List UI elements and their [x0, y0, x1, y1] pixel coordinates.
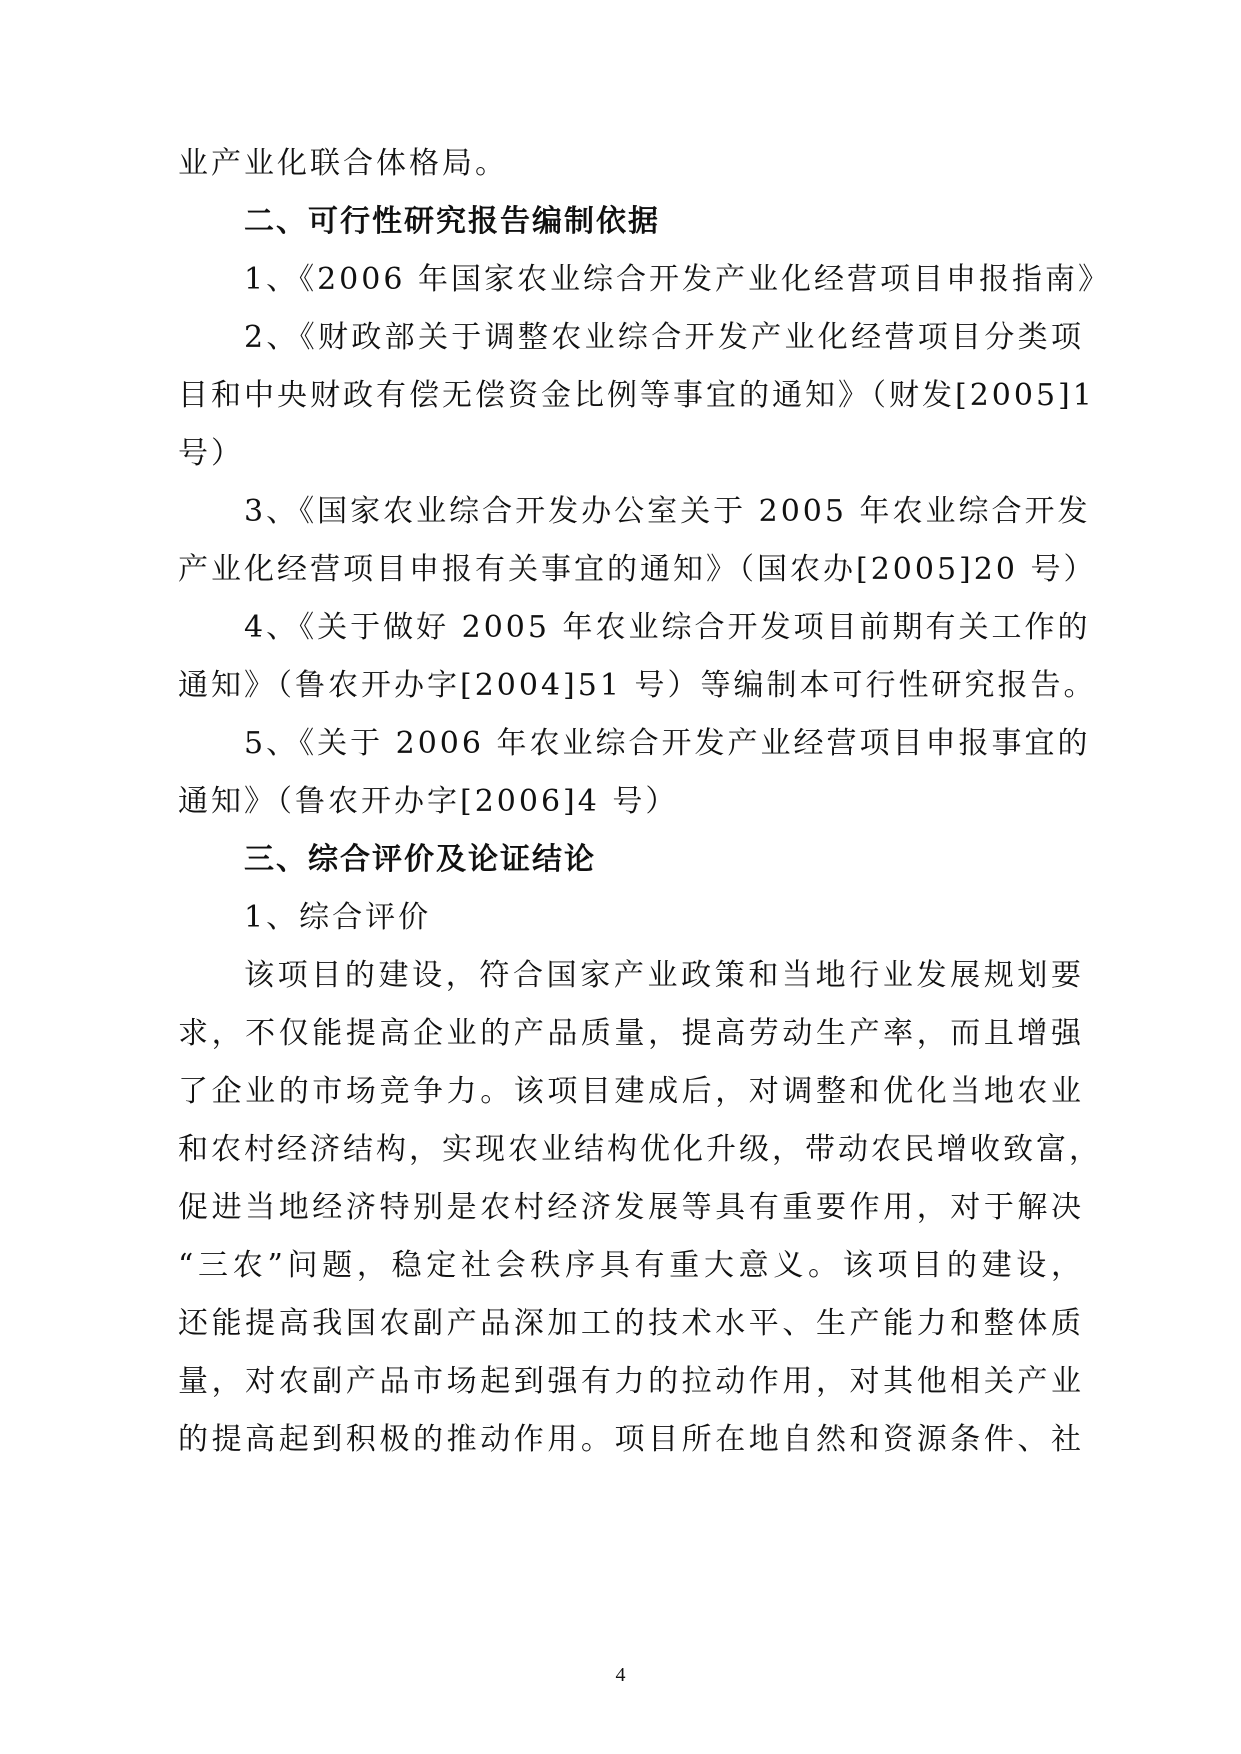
reference-item-2-cont: 目和中央财政有偿无偿资金比例等事宜的通知》（财发[2005]1: [178, 378, 1095, 413]
paragraph-line-7: 还能提高我国农副产品深加工的技术水平、生产能力和整体质: [178, 1306, 1084, 1341]
paragraph-line-1: 该项目的建设，符合国家产业政策和当地行业发展规划要: [244, 958, 1084, 993]
paragraph-line-9: 的提高起到积极的推动作用。项目所在地自然和资源条件、社: [178, 1422, 1084, 1457]
text-line-1: 业产业化联合体格局。: [178, 146, 508, 181]
section-heading-3: 三、综合评价及论证结论: [244, 842, 596, 877]
paragraph-line-5: 促进当地经济特别是农村经济发展等具有重要作用，对于解决: [178, 1190, 1084, 1225]
paragraph-line-3: 了企业的市场竞争力。该项目建成后，对调整和优化当地农业: [178, 1074, 1084, 1109]
reference-item-3-cont: 产业化经营项目申报有关事宜的通知》（国农办[2005]20 号）: [178, 552, 1097, 587]
reference-item-5: 5、《关于 2006 年农业综合开发产业经营项目申报事宜的: [244, 726, 1091, 761]
page-number: 4: [615, 1664, 626, 1686]
paragraph-line-8: 量，对农副产品市场起到强有力的拉动作用，对其他相关产业: [178, 1364, 1084, 1399]
paragraph-line-2: 求，不仅能提高企业的产品质量，提高劳动生产率，而且增强: [178, 1016, 1084, 1051]
reference-item-3: 3、《国家农业综合开发办公室关于 2005 年农业综合开发: [244, 494, 1091, 529]
reference-item-4-cont: 通知》（鲁农开办字[2004]51 号）等编制本可行性研究报告。: [178, 668, 1097, 703]
reference-item-5-cont: 通知》（鲁农开办字[2006]4 号）: [178, 784, 679, 819]
paragraph-line-6: “三农”问题，稳定社会秩序具有重大意义。该项目的建设，: [178, 1248, 1084, 1283]
reference-item-2: 2、《财政部关于调整农业综合开发产业化经营项目分类项: [244, 320, 1084, 355]
reference-item-1: 1、《2006 年国家农业综合开发产业化经营项目申报指南》: [244, 262, 1111, 297]
subheading-comprehensive-evaluation: 1、综合评价: [244, 900, 432, 935]
reference-item-2-end: 号）: [178, 436, 244, 471]
reference-item-4: 4、《关于做好 2005 年农业综合开发项目前期有关工作的: [244, 610, 1091, 645]
paragraph-line-4: 和农村经济结构，实现农业结构优化升级，带动农民增收致富，: [178, 1132, 1102, 1167]
section-heading-2: 二、可行性研究报告编制依据: [244, 204, 660, 239]
